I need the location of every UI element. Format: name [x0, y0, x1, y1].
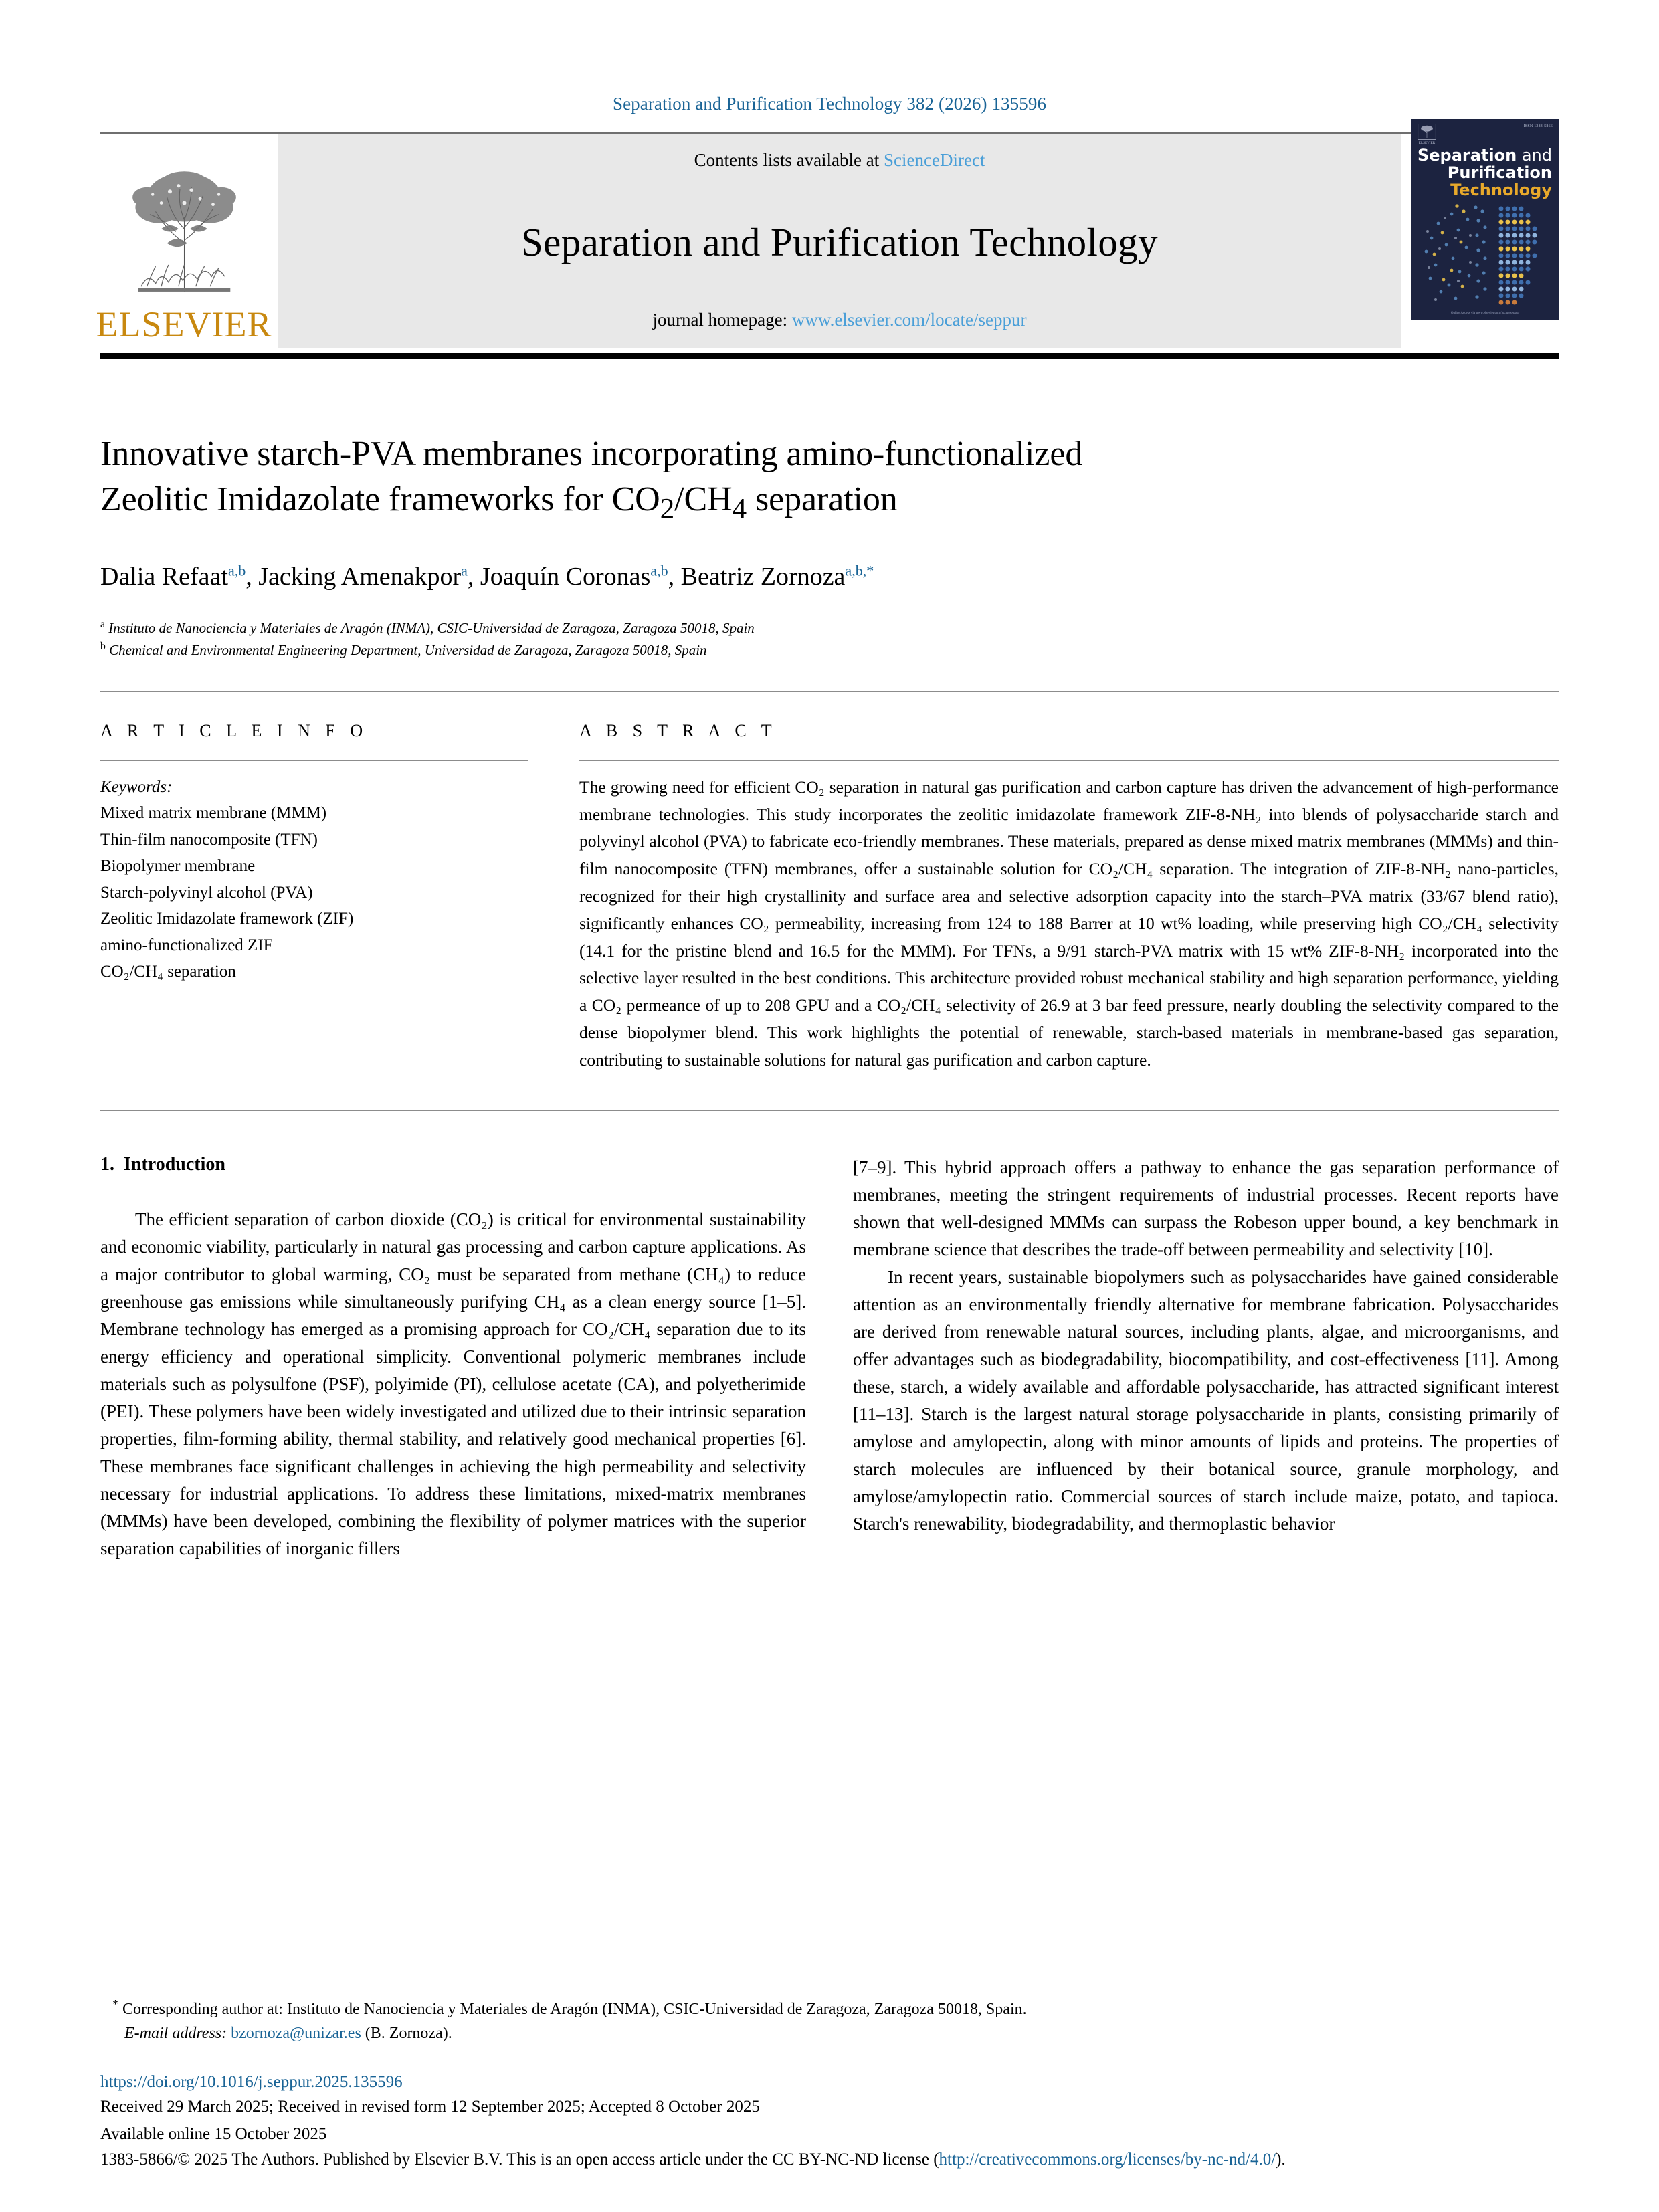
body-column-right — [853, 1154, 1559, 1563]
affiliation-text: Chemical and Environmental Engineering Department, Universidad de Zaragoza, Zaragoza 50018, Spain — [109, 642, 707, 659]
contents-prefix: Contents lists available at — [694, 150, 884, 170]
cover-dot-pattern — [1411, 201, 1559, 308]
elsevier-wordmark: ELSEVIER — [96, 304, 272, 344]
affiliation-list — [100, 617, 1559, 662]
keyword-item: Starch-polyvinyl alcohol (PVA) — [100, 883, 313, 902]
elsevier-tree-icon — [112, 160, 256, 304]
masthead-bottom-rule — [100, 353, 1559, 359]
contents-line — [694, 150, 985, 171]
article-info-column — [100, 721, 549, 1074]
author-affil-marker: a,b — [227, 562, 246, 579]
license-link[interactable]: http://creativecommons.org/licenses/by-nc-nd/4.0/ — [939, 2150, 1276, 2169]
email-suffix: (B. Zornoza). — [365, 2025, 452, 2043]
section-number: 1. — [100, 1153, 114, 1175]
affiliation-marker: a — [100, 618, 105, 630]
cover-footer: Online Access via www.elsevier.com/locate/seppur — [1450, 312, 1520, 315]
author-affil-marker: a,b,* — [845, 562, 874, 579]
abstract-heading: A B S T R A C T — [579, 720, 777, 740]
corresponding-author-note — [100, 1995, 1559, 2046]
journal-banner — [278, 134, 1401, 348]
title-line-2c: separation — [747, 480, 898, 518]
keyword-item: Thin-film nanocomposite (TFN) — [100, 830, 318, 849]
journal-homepage-link[interactable]: www.elsevier.com/locate/seppur — [791, 310, 1027, 330]
sciencedirect-link[interactable]: ScienceDirect — [884, 150, 985, 170]
elsevier-logo — [96, 134, 272, 348]
keyword-item: CO₂/CH₄ separation — [100, 963, 236, 981]
body-column-left — [100, 1154, 806, 1563]
affiliation-item — [100, 639, 1559, 662]
title-sub-4: 4 — [732, 492, 747, 524]
cover-title-line2: Purification — [1447, 163, 1552, 182]
license-prefix: 1383-5866/© 2025 The Authors. Published by Elsevier B.V. This is an open access article under the CC BY-NC-ND license ( — [100, 2150, 939, 2169]
author-name[interactable]: Dalia Refaat — [100, 563, 228, 591]
keywords-label: Keywords: — [100, 777, 173, 796]
keyword-item: amino-functionalized ZIF — [100, 936, 273, 954]
affiliation-text: Instituto de Nanociencia y Materiales de Aragón (INMA), CSIC-Universidad de Zaragoza, Zaragoza 50018, Spain — [108, 619, 755, 636]
page-footer — [100, 1983, 1559, 2172]
cover-title-line3: Technology — [1450, 180, 1552, 199]
paragraph: The efficient separation of carbon dioxide (CO₂) is critical for environmental sustainability and economic viability, particularly in natural gas processing and carbon capture applications. As a major contributor to global warming, CO₂ must be separated from methane (CH₄) to reduce greenhouse gas emissions while simultaneously purifying CH₄ as a clean energy source [1–5]. Membrane technology has emerged as a promising approach for CO₂/CH₄ separation due to its energy efficiency and operational simplicity. Conventional polymeric membranes include materials such as polysulfone (PSF), polyimide (PI), cellulose acetate (CA), and polyetherimide (PEI). These polymers have been widely investigated and utilized due to their intrinsic separation properties, film-forming ability, thermal stability, and relatively good mechanical properties [6]. These membranes face significant challenges in achieving the high permeability and selectivity necessary for industrial applications. To address these limitations, mixed-matrix membranes (MMMs) have been developed, combining the flexibility of polymer matrices with the superior separation capabilities of inorganic fillers — [100, 1209, 806, 1559]
license-suffix: ). — [1276, 2150, 1286, 2169]
author-name[interactable]: Beatriz Zornoza — [680, 563, 846, 591]
email-label: E-mail address: — [124, 2025, 227, 2043]
author-separator: , — [467, 563, 480, 591]
journal-masthead — [96, 124, 1559, 348]
cover-title-and: and — [1517, 146, 1552, 165]
author-name[interactable]: Joaquín Coronas — [480, 563, 651, 591]
paragraph: In recent years, sustainable biopolymers such as polysaccharides have gained considerable attention as an environmentally friendly alternative for membrane fabrication. Polysaccharides are derived from renewable natural sources, including plants, algae, and microorganisms, and offer advantages such as biodegradability, biocompatibility, and cost-effectiveness [11]. Among these, starch, a widely available and affordable polysaccharide, has attracted significant interest [11–13]. Starch is the largest natural storage polysaccharide in plants, consisting primarily of amylose and amylopectin, along with minor amounts of lipids and proteins. The properties of starch molecules are influenced by their botanical source, granule morphology, and amylose/amylopectin ratio. Commercial sources of starch include maize, potato, and tapioca. Starch's renewability, biodegradability, and thermoplastic behavior — [853, 1266, 1559, 1534]
journal-title: Separation and Purification Technology — [520, 219, 1159, 264]
title-line-2b: /CH — [674, 480, 733, 518]
keyword-item: Mixed matrix membrane (MMM) — [100, 804, 327, 823]
corresponding-text: Corresponding author at: Instituto de Nanociencia y Materiales de Aragón (INMA), CSIC-Universidad de Zaragoza, Zaragoza 50018, Spain. — [122, 2000, 1027, 2018]
title-line-1: Innovative starch-PVA membranes incorporating amino-functionalized — [100, 435, 1083, 473]
available-online-date: Available online 15 October 2025 — [100, 2125, 327, 2143]
paragraph: [7–9]. This hybrid approach offers a pathway to enhance the gas separation performance of membranes, meeting the stringent requirements of industrial processes. Recent reports have shown that well-designed MMMs can surpass the Robeson upper bound, a key benchmark in membrane science that describes the trade-off between permeability and selectivity [10]. — [853, 1157, 1559, 1260]
author-list — [100, 561, 1559, 593]
journal-cover-thumbnail — [1411, 119, 1559, 320]
article-info-rule — [100, 760, 528, 761]
page-title — [100, 431, 1559, 527]
affiliation-marker: b — [100, 641, 106, 653]
section-title: Introduction — [124, 1153, 225, 1175]
title-bottom-rule — [100, 691, 1559, 692]
homepage-line — [652, 310, 1026, 330]
cover-issn: ISSN 1383-5866 — [1523, 124, 1553, 128]
email-line — [124, 2021, 1559, 2045]
cover-title-line1: Separation — [1417, 146, 1517, 165]
section-heading-introduction — [100, 1154, 806, 1175]
body-columns — [100, 1154, 1559, 1563]
homepage-prefix: journal homepage: — [652, 310, 792, 330]
article-info-heading: A R T I C L E I N F O — [100, 720, 369, 740]
author-affil-marker: a — [461, 562, 468, 579]
title-sub-2: 2 — [660, 492, 675, 524]
keyword-item: Zeolitic Imidazolate framework (ZIF) — [100, 910, 354, 928]
received-dates: Received 29 March 2025; Received in revised form 12 September 2025; Accepted 8 October 2025 — [100, 2097, 760, 2116]
affiliation-item — [100, 617, 1559, 639]
info-abstract-section — [100, 721, 1559, 1074]
license-statement — [100, 2147, 1559, 2173]
cover-elsevier-icon — [1417, 123, 1437, 146]
doi-link[interactable]: https://doi.org/10.1016/j.seppur.2025.135596 — [100, 2072, 403, 2091]
svg-text:ELSEVIER: ELSEVIER — [1418, 141, 1436, 146]
title-block — [100, 431, 1559, 662]
keywords-list — [100, 800, 528, 985]
abstract-bottom-rule — [100, 1110, 1559, 1111]
running-head: Separation and Purification Technology 382 (2026) 135596 — [612, 94, 1047, 114]
cover-title — [1411, 147, 1552, 199]
corresponding-marker: * — [112, 1997, 118, 2011]
author-separator: , — [246, 563, 259, 591]
abstract-column — [549, 721, 1559, 1074]
abstract-rule — [579, 760, 1559, 761]
author-name[interactable]: Jacking Amenakpor — [258, 563, 462, 591]
email-link[interactable]: bzornoza@unizar.es — [231, 2025, 361, 2043]
keyword-item: Biopolymer membrane — [100, 857, 256, 876]
title-line-2a: Zeolitic Imidazolate frameworks for CO — [100, 480, 660, 518]
abstract-text: The growing need for efficient CO₂ separation in natural gas purification and carbon capture has driven the advancement of high-performance membrane technologies. This study incorporates the zeolitic imidazolate framework ZIF-8-NH₂ into blends of polysaccharide starch and polyvinyl alcohol (PVA) to fabricate eco-friendly membranes. These materials, prepared as dense mixed matrix membranes (MMMs) and thin-film nanocomposite (TFN) membranes, offer a sustainable solution for CO₂/CH₄ separation. The integration of ZIF-8-NH₂ nano-particles, recognized for their high crystallinity and surface area and selective adsorption capacity into the starch–PVA matrix (33/67 blend ratio), significantly enhances CO₂ permeability, increasing from 124 to 188 Barrer at 10 wt% loading, while preserving high CO₂/CH₄ selectivity (14.1 for the pristine blend and 16.5 for the MMM). For TFNs, a 9/91 starch-PVA matrix with 15 wt% ZIF-8-NH₂ incorporated into the selective layer resulted in the best conditions. This architecture provided robust mechanical stability and high separation performance, yielding a CO₂ permeance of up to 208 GPU and a CO₂/CH₄ selectivity of 26.9 at 3 bar feed pressure, nearly doubling the selectivity compared to the dense biopolymer blend. This work highlights the potential of renewable, starch-based materials in membrane-based gas separation, contributing to sustainable solutions for natural gas purification and carbon capture. — [579, 777, 1559, 1070]
author-affil-marker: a,b — [650, 562, 668, 579]
author-separator: , — [668, 563, 681, 591]
